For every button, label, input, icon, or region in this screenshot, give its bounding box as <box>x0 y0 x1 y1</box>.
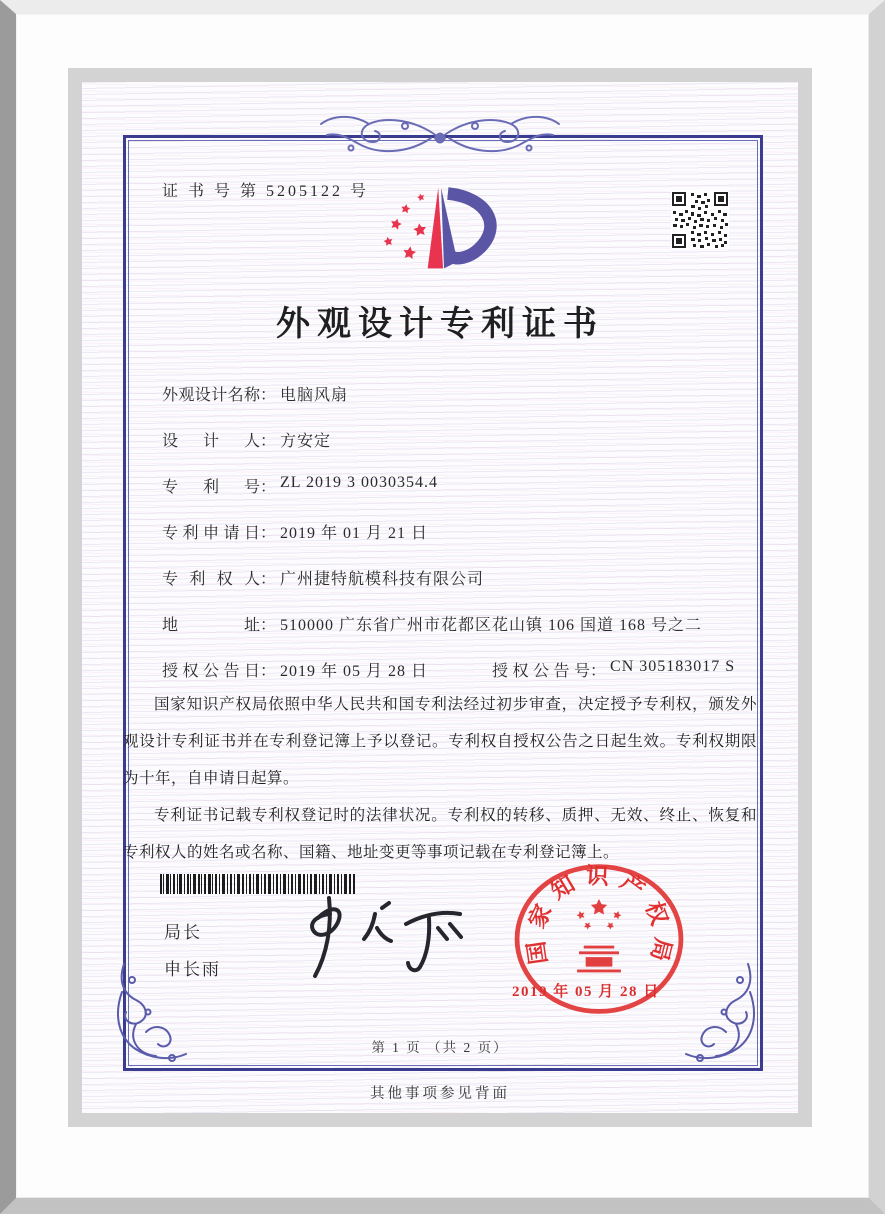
field-colon: ： <box>260 571 277 588</box>
field-label: 专 利 权 人 <box>162 571 260 588</box>
legal-paragraph-2: 专利证书记载专利权登记时的法律状况。专利权的转移、质押、无效、终止、恢复和专利权人的姓名或名称、国籍、地址变更等事项记载在专利登记簿上。 <box>123 807 757 861</box>
field-value: 2019 年 05 月 28 日 <box>280 663 429 680</box>
field-designer <box>162 428 742 450</box>
field-grant-row <box>162 658 742 680</box>
field-label: 授权公告日 <box>162 663 260 680</box>
border-flourish-top-icon <box>315 112 565 160</box>
cnipa-logo-icon <box>364 182 524 278</box>
field-label: 地 址 <box>162 617 260 634</box>
director-signature-icon <box>280 888 475 983</box>
field-filing-date <box>162 520 742 542</box>
svg-text:国家知识产权局: 国家知识产权局 <box>522 863 676 973</box>
director-title: 局长 <box>164 923 202 942</box>
field-colon: ： <box>260 525 277 542</box>
certificate-fields <box>162 382 742 704</box>
director-name: 申长雨 <box>164 960 221 979</box>
legal-paragraph-1: 国家知识产权局依照中华人民共和国专利法经过初步审查，决定授予专利权，颁发外观设计专利证书并在专利登记簿上予以登记。专利权自授权公告之日起生效。专利权期限为十年，自申请日起算。 <box>123 696 757 787</box>
field-colon: ： <box>260 387 277 404</box>
director-block <box>164 914 221 988</box>
field-label: 授权公告号 <box>492 663 591 680</box>
field-label: 专利申请日 <box>162 525 260 542</box>
qr-code-icon <box>671 191 729 249</box>
field-patent-number <box>162 474 742 496</box>
field-label: 专 利 号 <box>162 479 260 496</box>
field-address <box>162 612 742 634</box>
field-label: 设 计 人 <box>162 433 260 450</box>
legal-text <box>123 686 757 871</box>
field-value: 电脑风扇 <box>280 387 349 404</box>
field-colon: ： <box>590 663 607 680</box>
field-colon: ： <box>260 663 277 680</box>
field-colon: ： <box>260 479 277 496</box>
field-patentee <box>162 566 742 588</box>
field-value: 方安定 <box>280 433 332 450</box>
field-label: 外观设计名称 <box>162 387 260 404</box>
seal-date: 2019 年 05 月 28 日 <box>512 984 660 1000</box>
field-value: CN 305183017 S <box>610 658 736 675</box>
field-value: 广州捷特航模科技有限公司 <box>280 571 485 588</box>
field-value: 510000 广东省广州市花都区花山镇 106 国道 168 号之二 <box>280 617 703 634</box>
field-value: 2019 年 01 月 21 日 <box>280 525 429 542</box>
field-colon: ： <box>260 617 277 634</box>
field-value: ZL 2019 3 0030354.4 <box>280 474 438 491</box>
field-design-name <box>162 382 742 404</box>
frame-mat-shadow <box>68 68 812 1127</box>
certificate-title: 外观设计专利证书 <box>276 306 604 343</box>
certificate-paper <box>82 82 798 1113</box>
certificate-number: 证 书 号 第 5205122 号 <box>162 183 370 200</box>
back-note: 其他事项参见背面 <box>370 1086 510 1102</box>
field-colon: ： <box>260 433 277 450</box>
page-indicator: 第 1 页 （共 2 页） <box>371 1040 509 1055</box>
